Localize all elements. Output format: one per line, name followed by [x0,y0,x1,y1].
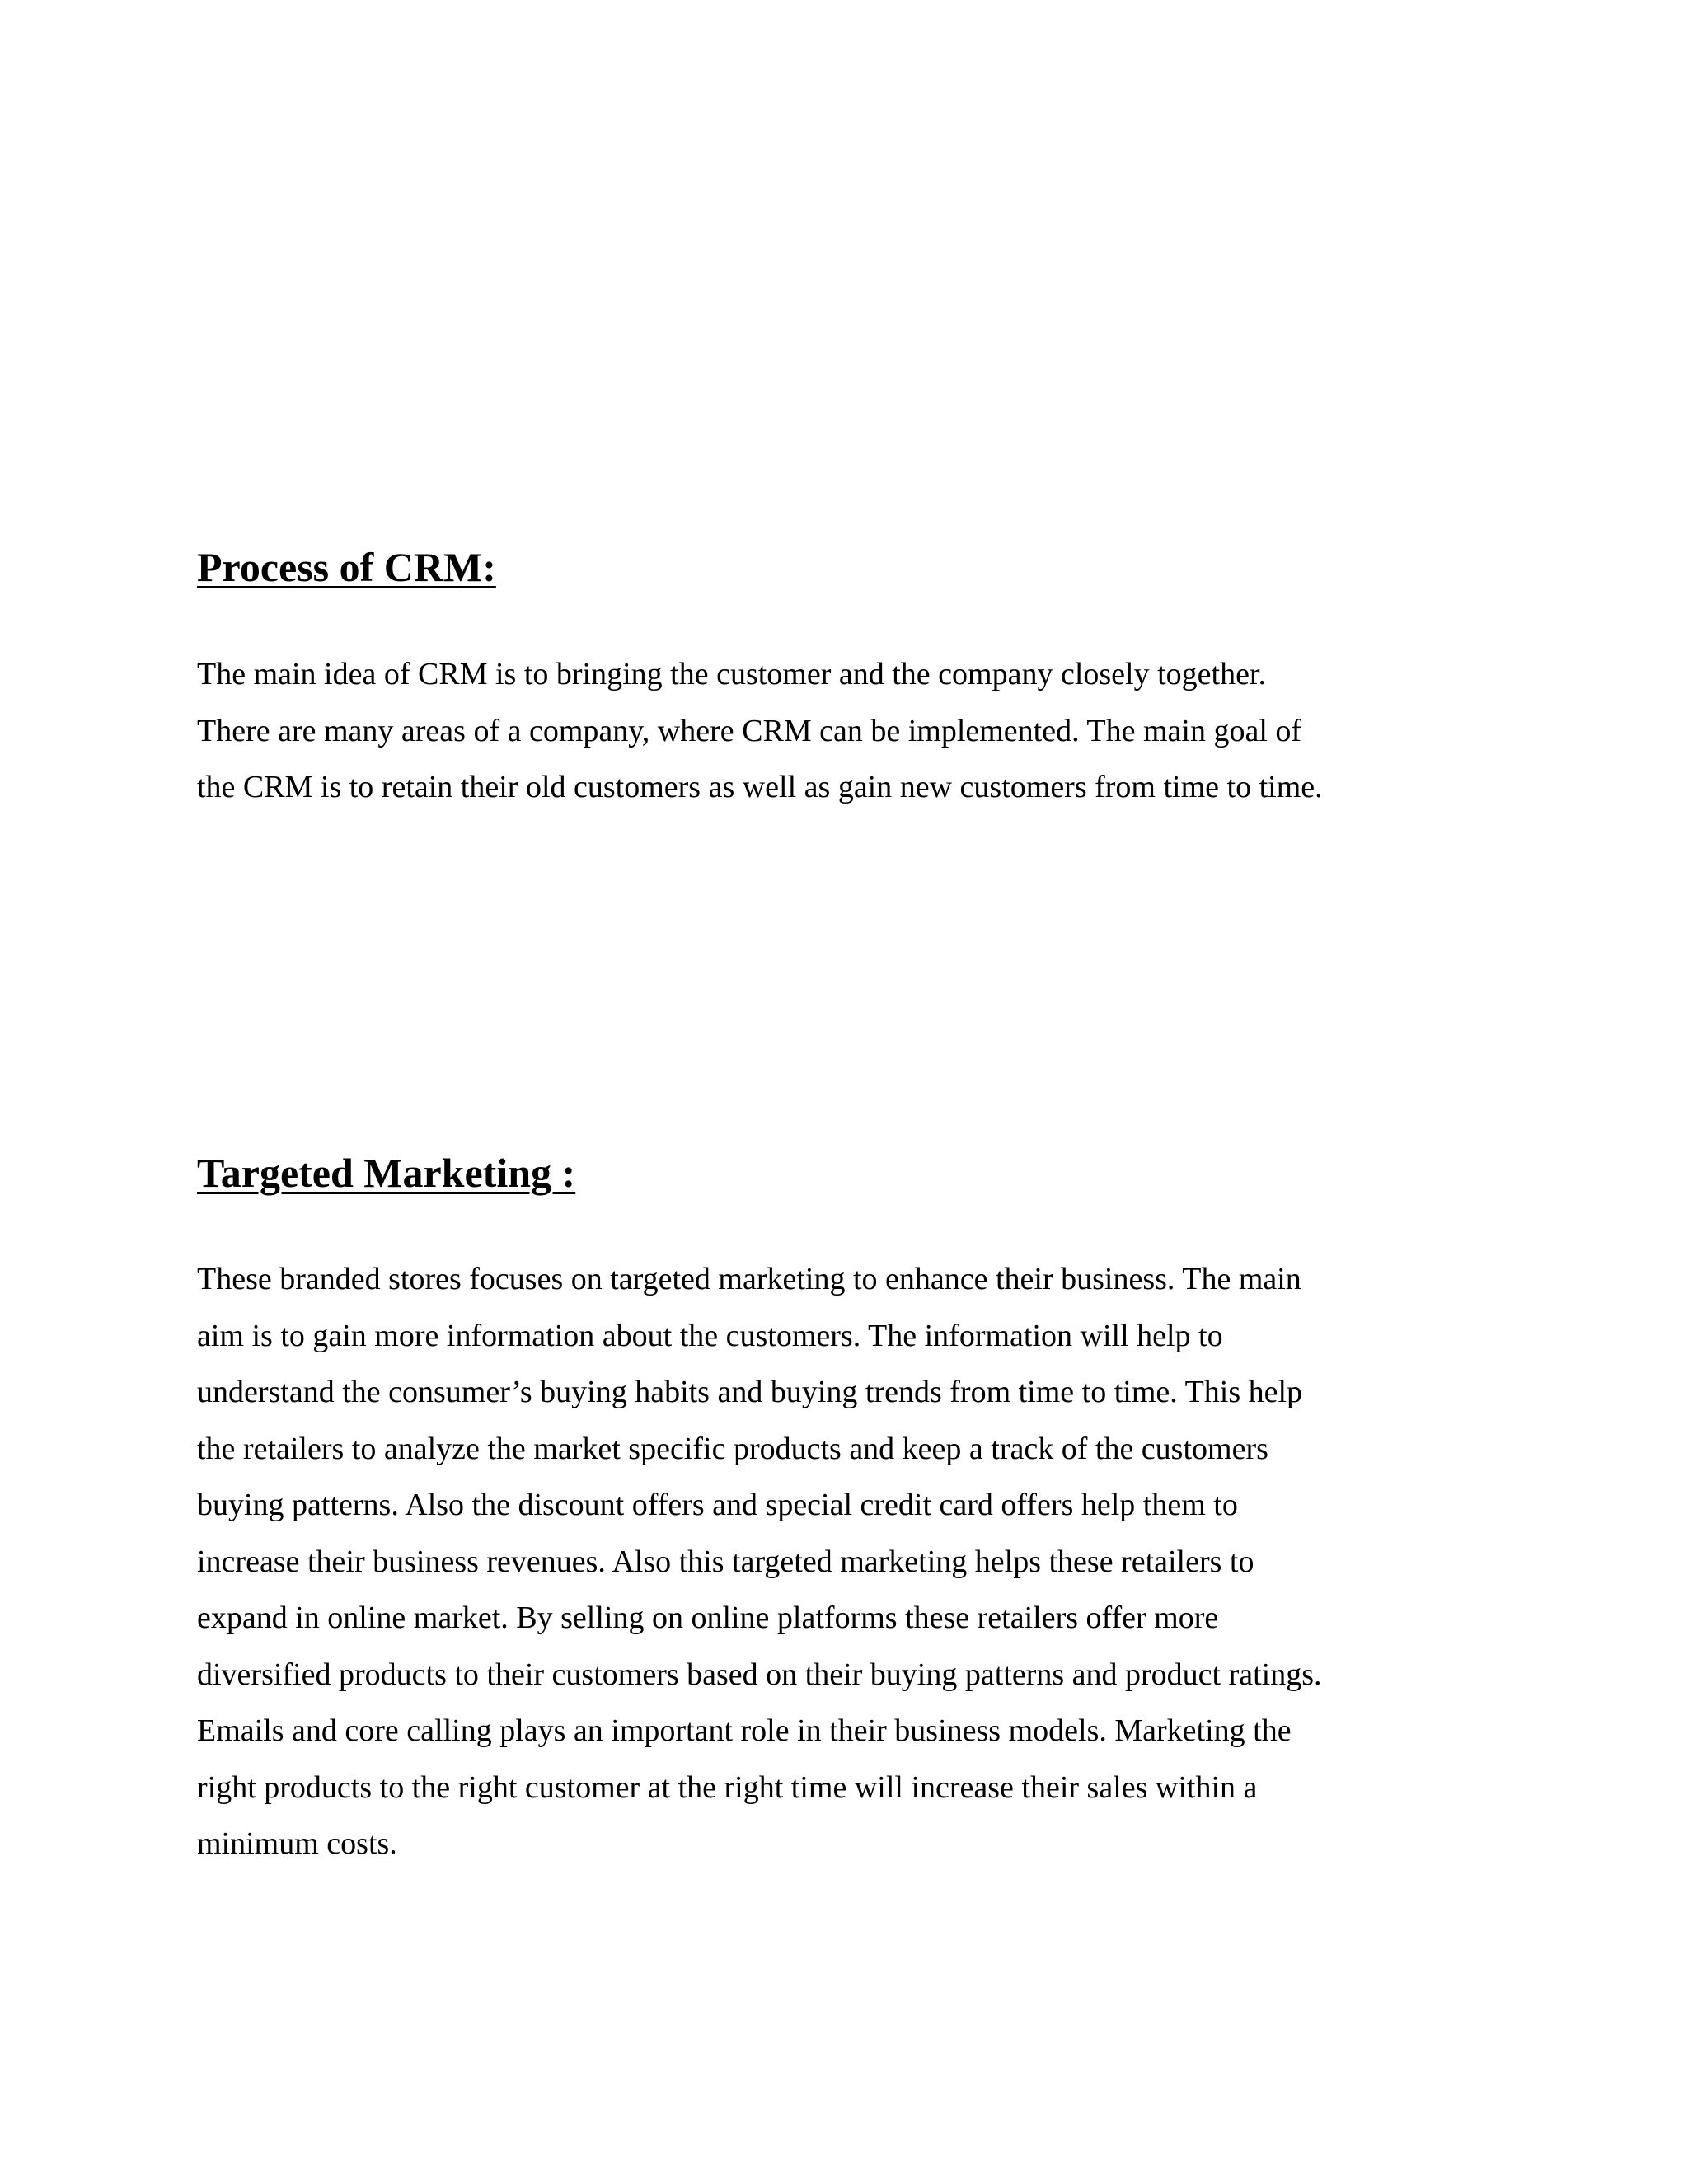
paragraph-line: Emails and core calling plays an important role in their business models. Marketing the [197,1713,1292,1748]
paragraph-line: The main idea of CRM is to bringing the customer and the company closely together. [197,657,1266,691]
paragraph-line: the retailers to analyze the market specific products and keep a track of the customers [197,1431,1268,1466]
paragraph-line: understand the consumer’s buying habits and buying trends from time to time. This help [197,1375,1303,1409]
section-paragraph-targeted-marketing [197,1251,1598,1872]
section-paragraph-process-of-crm [197,646,1598,816]
paragraph-line: expand in online market. By selling on online platforms these retailers offer more [197,1601,1219,1635]
section-heading-targeted-marketing: Targeted Marketing : [197,1150,576,1196]
section-heading-process-of-crm: Process of CRM: [197,544,496,590]
paragraph-line: buying patterns. Also the discount offers and special credit card offers help them to [197,1488,1238,1522]
paragraph-line: These branded stores focuses on targeted marketing to enhance their business. The main [197,1262,1301,1296]
paragraph-line: minimum costs. [197,1826,397,1861]
paragraph-line: aim is to gain more information about the customers. The information will help to [197,1318,1223,1353]
paragraph-line: There are many areas of a company, where CRM can be implemented. The main goal of [197,713,1302,748]
paragraph-line: increase their business revenues. Also this targeted marketing helps these retailers to [197,1544,1254,1579]
paragraph-line: right products to the right customer at the right time will increase their sales within a [197,1769,1258,1805]
paragraph-line: diversified products to their customers based on their buying patterns and product ratings. [197,1657,1322,1692]
paragraph-line: the CRM is to retain their old customers as well as gain new customers from time to time. [197,770,1323,804]
